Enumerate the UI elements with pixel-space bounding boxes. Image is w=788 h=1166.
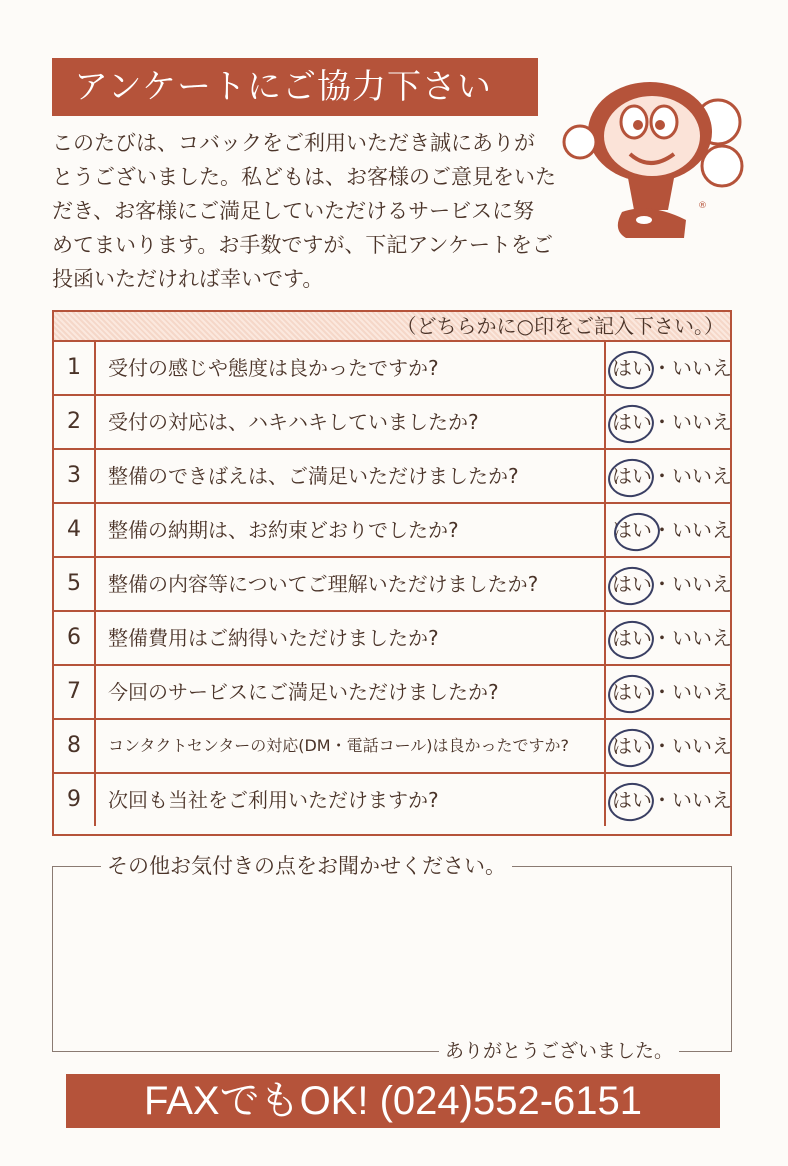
survey-table <box>52 310 732 836</box>
answer-choice[interactable] <box>604 666 730 718</box>
answer-options: はい・いいえ <box>612 626 732 650</box>
comment-box[interactable] <box>52 854 732 1062</box>
survey-header <box>54 312 730 342</box>
survey-instruction: （どちらかに○印をご記入下さい。） <box>396 314 724 338</box>
answer-choice[interactable] <box>604 774 730 826</box>
intro-line: だき、お客様にご満足していただけるサービスに努 <box>52 199 535 223</box>
question-number: 6 <box>54 612 96 664</box>
question-text: 整備のできばえは、ご満足いただけましたか? <box>108 464 519 488</box>
answer-choice[interactable] <box>604 558 730 610</box>
question-text: 整備費用はご納得いただけましたか? <box>108 626 439 650</box>
answer-options: はい・いいえ <box>612 734 732 758</box>
answer-choice[interactable] <box>604 612 730 664</box>
answer-options: はい・いいえ <box>612 572 732 596</box>
question-text: 整備の内容等についてご理解いただけましたか? <box>108 572 539 596</box>
table-row <box>54 720 730 774</box>
question-text: コンタクトセンターの対応(DM・電話コール)は良かったですか? <box>108 736 570 755</box>
fax-banner: FAXでもOK! (024)552-6151 <box>66 1074 720 1128</box>
answer-options: はい・いいえ <box>612 680 732 704</box>
comment-title: その他お気付きの点をお聞かせください。 <box>101 853 512 879</box>
question-number: 3 <box>54 450 96 502</box>
answer-choice[interactable] <box>604 720 730 772</box>
answer-choice[interactable] <box>604 396 730 448</box>
question-text: 受付の感じや態度は良かったですか? <box>108 356 439 380</box>
intro-line: 投函いただければ幸いです。 <box>52 267 324 291</box>
question-number: 4 <box>54 504 96 556</box>
question-number: 5 <box>54 558 96 610</box>
question-text: 受付の対応は、ハキハキしていましたか? <box>108 410 479 434</box>
title-banner: アンケートにご協力下さい <box>52 58 538 116</box>
question-number: 2 <box>54 396 96 448</box>
intro-text <box>52 126 556 296</box>
question-number: 7 <box>54 666 96 718</box>
table-row <box>54 396 730 450</box>
trademark-mark: ® <box>698 201 707 211</box>
answer-options: はい・いいえ <box>612 464 732 488</box>
answer-options: はい・いいえ <box>612 356 732 380</box>
intro-line: とうございました。私どもは、お客様のご意見をいた <box>52 165 556 189</box>
table-row <box>54 504 730 558</box>
table-row <box>54 558 730 612</box>
intro-line: めてまいります。お手数ですが、下記アンケートをご <box>52 233 554 257</box>
answer-choice[interactable] <box>604 342 730 394</box>
question-text: 整備の納期は、お約束どおりでしたか? <box>108 518 459 542</box>
table-row <box>54 774 730 828</box>
question-number: 1 <box>54 342 96 394</box>
table-row <box>54 342 730 396</box>
question-number: 9 <box>54 774 96 826</box>
question-text: 次回も当社をご利用いただけますか? <box>108 788 439 812</box>
intro-line: このたびは、コバックをご利用いただき誠にありが <box>52 131 535 155</box>
question-number: 8 <box>54 720 96 772</box>
table-row <box>54 666 730 720</box>
comment-thanks: ありがとうございました。 <box>439 1038 679 1064</box>
table-row <box>54 450 730 504</box>
answer-options: はい・いいえ <box>612 410 732 434</box>
answer-choice[interactable] <box>604 504 730 556</box>
answer-options: はい・いいえ <box>612 788 732 812</box>
table-row <box>54 612 730 666</box>
answer-options: はい・いいえ <box>612 518 732 542</box>
answer-choice[interactable] <box>604 450 730 502</box>
mascot-character-icon <box>550 70 750 260</box>
question-text: 今回のサービスにご満足いただけましたか? <box>108 680 499 704</box>
